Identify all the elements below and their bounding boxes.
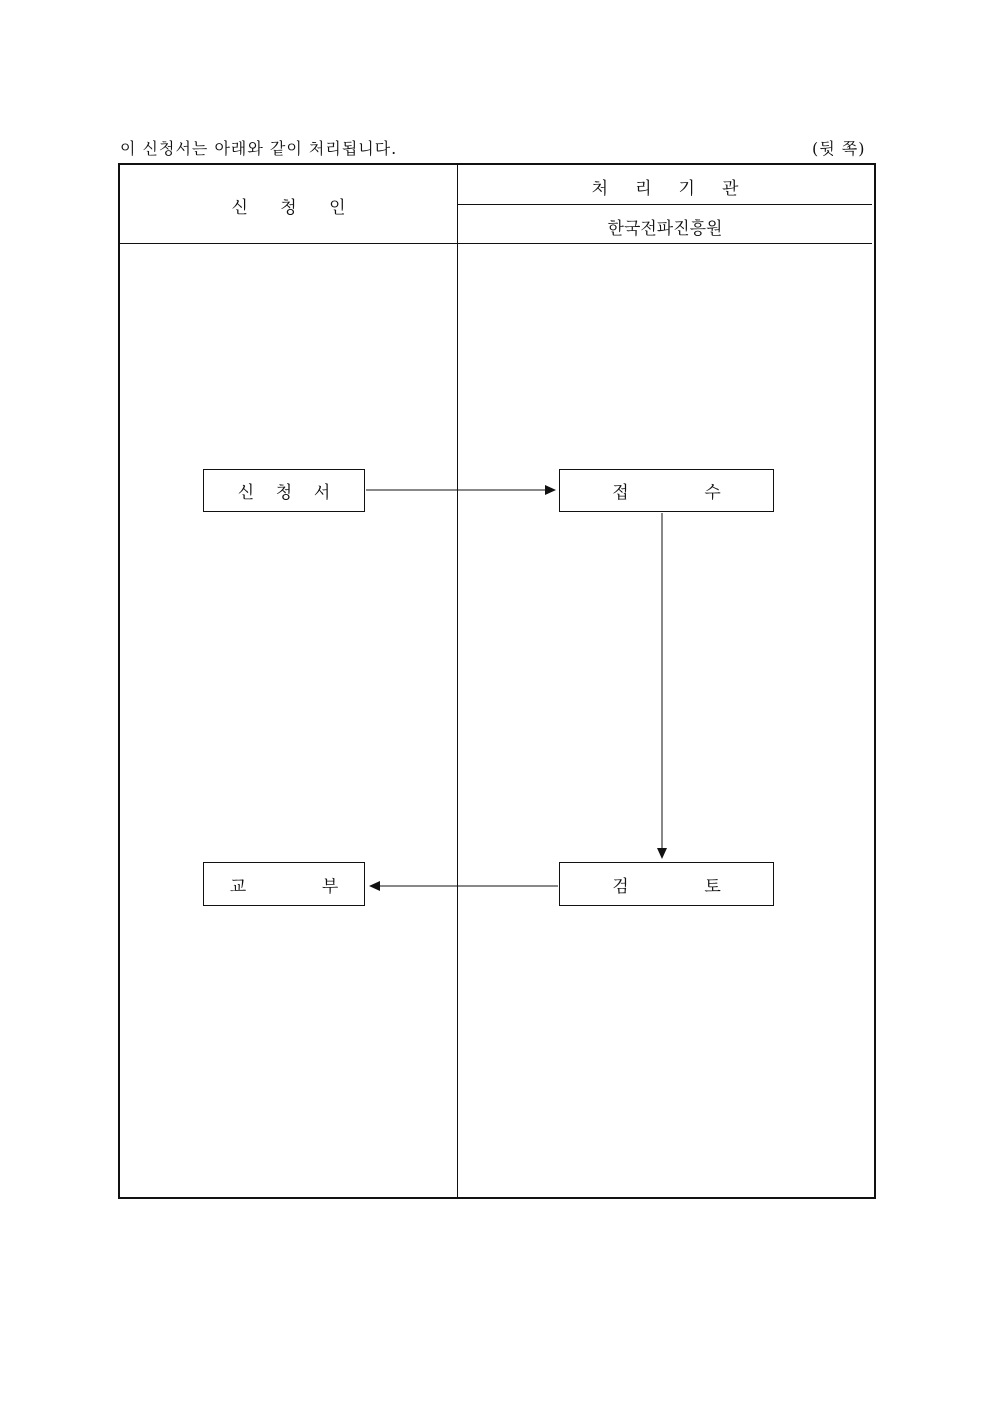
processor-column-header: 처 리 기 관 (591, 179, 739, 199)
arrowhead-issue (369, 881, 380, 891)
review-box: 검 토 (559, 862, 774, 906)
process-caption: 이 신청서는 아래와 같이 처리됩니다. (120, 139, 398, 158)
processor-organization: 한국전파진흥원 (607, 219, 723, 239)
application-box: 신 청 서 (203, 469, 365, 512)
issue-box: 교 부 (203, 862, 365, 906)
receipt-box: 접 수 (559, 469, 774, 512)
arrowhead-review (657, 848, 667, 859)
page-side-label: (뒷 쪽) (812, 139, 866, 158)
applicant-column-header: 신 청 인 (231, 198, 346, 218)
arrowhead-receipt (545, 485, 556, 495)
